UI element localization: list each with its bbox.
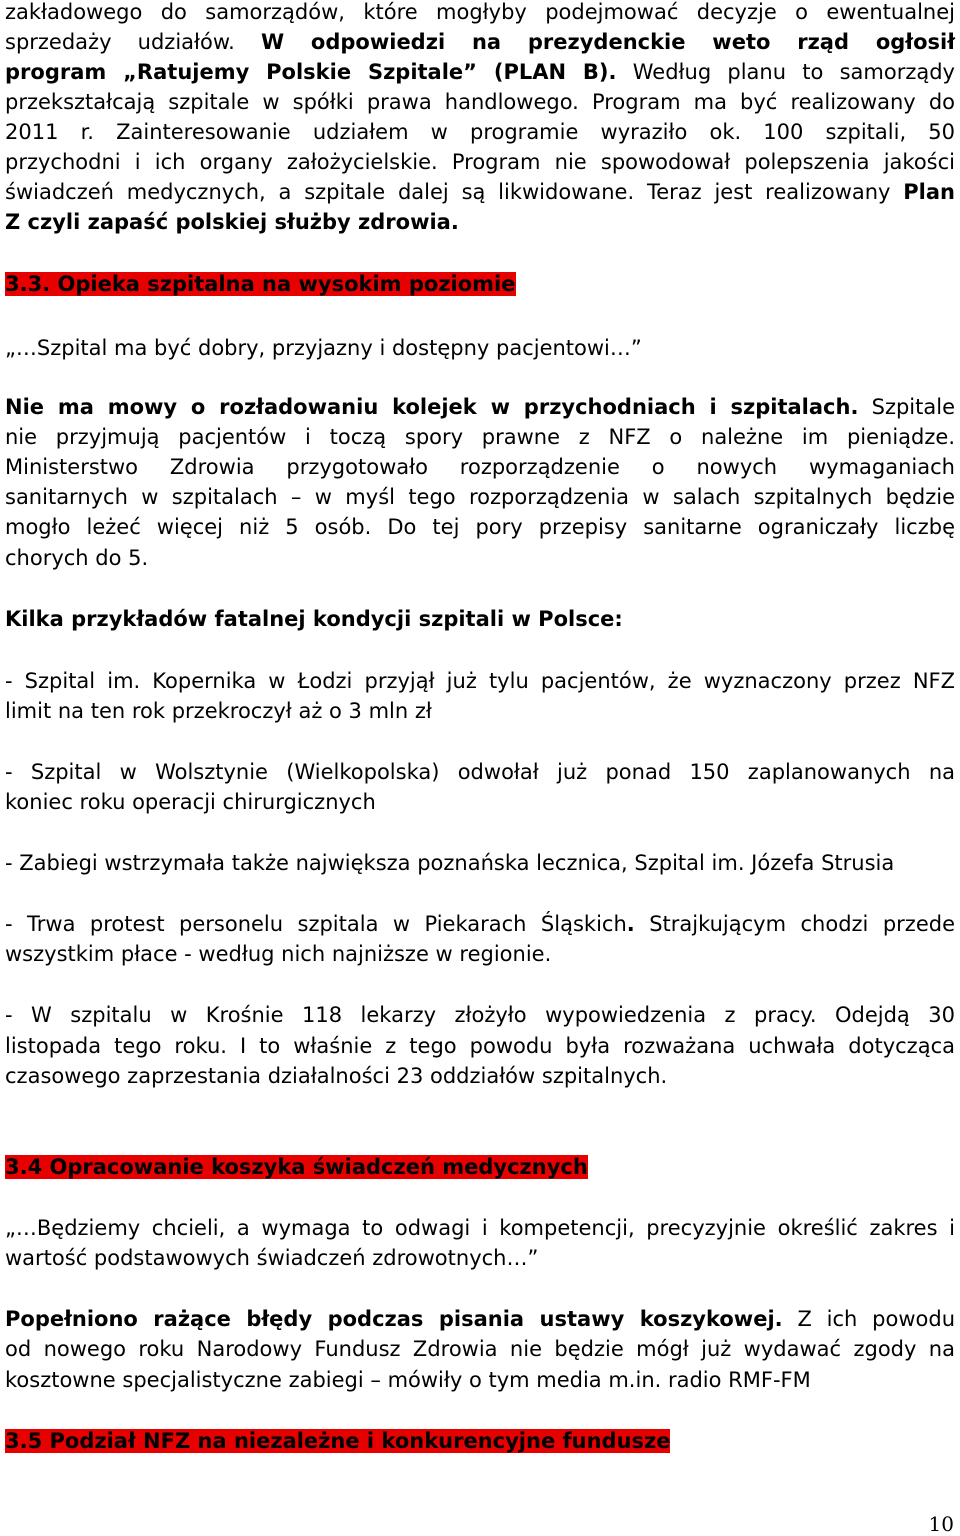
highlighted-heading: 3.3. Opieka szpitalna na wysokim poziomie — [5, 272, 516, 296]
text-run: przekształcają szpitale w spółki prawa handlowego. Program ma być realizowany do — [5, 90, 955, 114]
text-run: - Szpital im. Kopernika w Łodzi przyjął już tylu pacjentów, że wyznaczony przez NFZ — [5, 669, 955, 693]
quote — [5, 1213, 955, 1243]
list-item — [5, 666, 955, 696]
paragraph-line — [5, 177, 955, 207]
text-run: wszystkim płace - według nich najniższe w regionie. — [5, 942, 552, 966]
text-run: sanitarnych w szpitalach – w myśl tego rozporządzenia w salach szpitalnych będzie — [5, 485, 955, 509]
text-run: chorych do 5. — [5, 546, 149, 570]
list-item-cont — [5, 939, 551, 969]
highlighted-heading: 3.5 Podział NFZ na niezależne i konkurencyjne fundusze — [5, 1429, 671, 1453]
text-run: sprzedaży udziałów. — [5, 30, 261, 54]
paragraph-line — [5, 27, 955, 57]
text-run: koniec roku operacji chirurgicznych — [5, 790, 376, 814]
quote-text: „…Będziemy chcieli, a wymaga to odwagi i kompetencji, precyzyjnie określić zakres i — [5, 1216, 955, 1240]
text-run: - W szpitalu w Krośnie 118 lekarzy złożyło wypowiedzenia z pracy. Odejdą 30 — [5, 1003, 955, 1027]
text-run: świadczeń medycznych, a szpitale dalej są likwidowane. Teraz jest realizowany — [5, 180, 904, 204]
text-run: limit na ten rok przekroczył aż o 3 mln zł — [5, 699, 432, 723]
text-run: mogło leżeć więcej niż 5 osób. Do tej pory przepisy sanitarne ograniczały liczbę — [5, 515, 955, 539]
section-heading-3-5 — [5, 1426, 670, 1456]
text-run: - Zabiegi wstrzymała także największa poznańska lecznica, Szpital im. Józefa Strusia — [5, 851, 895, 875]
paragraph-line — [5, 392, 955, 422]
text-run: Ministerstwo Zdrowia przygotowało rozporządzenie o nowych wymaganiach — [5, 455, 955, 479]
paragraph-line — [5, 87, 955, 117]
section-heading-3-3 — [5, 269, 516, 299]
text-run: 2011 r. Zainteresowanie udziałem w programie wyraziło ok. 100 szpitali, 50 — [5, 120, 955, 144]
list-item-cont — [5, 1031, 955, 1061]
list-item — [5, 757, 955, 787]
text-run: Według planu to samorządy — [616, 60, 955, 84]
text-run: od nowego roku Narodowy Fundusz Zdrowia nie będzie mógł już wydawać zgody na — [5, 1337, 955, 1361]
paragraph-line — [5, 1304, 955, 1334]
quote-cont — [5, 1243, 538, 1273]
paragraph-line — [5, 512, 955, 542]
paragraph-line — [5, 117, 955, 147]
list-item-cont — [5, 696, 432, 726]
text-run: nie przyjmują pacjentów i toczą spory prawne z NFZ o należne im pieniądze. — [5, 425, 955, 449]
text-run: zakładowego do samorządów, które mogłyby podejmować decyzje o ewentualnej — [5, 0, 955, 24]
paragraph-line — [5, 147, 955, 177]
text-run: Z ich powodu — [782, 1307, 956, 1331]
list-item-cont — [5, 1061, 667, 1091]
paragraph-line — [5, 452, 955, 482]
text-run: - Szpital w Wolsztynie (Wielkopolska) odwołał już ponad 150 zaplanowanych na — [5, 760, 955, 784]
text-run: kosztowne specjalistyczne zabiegi – mówiły o tym media m.in. radio RMF-FM — [5, 1368, 811, 1392]
quote-text: „…Szpital ma być dobry, przyjazny i dostępny pacjentowi…” — [5, 336, 642, 360]
paragraph-line — [5, 1365, 811, 1395]
bold-text-run: Nie ma mowy o rozładowaniu kolejek w przychodniach i szpitalach. — [5, 395, 859, 419]
paragraph-line — [5, 482, 955, 512]
list-item — [5, 909, 955, 939]
text-run: - Trwa protest personelu szpitala w Piekarach Śląskich — [5, 912, 627, 936]
bold-text-run: Popełniono rażące błędy podczas pisania ustawy koszykowej. — [5, 1307, 783, 1331]
text-run: czasowego zaprzestania działalności 23 oddziałów szpitalnych. — [5, 1064, 668, 1088]
bold-text-run: Plan — [903, 180, 955, 204]
list-item — [5, 848, 894, 878]
text-run: listopada tego roku. I to właśnie z tego powodu była rozważana uchwała dotycząca — [5, 1034, 955, 1058]
section-heading-3-4 — [5, 1152, 588, 1182]
bold-text-run: W odpowiedzi na prezydenckie weto rząd ogłosił — [260, 30, 955, 54]
list-item-cont — [5, 787, 376, 817]
paragraph-line — [5, 57, 955, 87]
examples-heading — [5, 604, 623, 634]
page-number: 10 — [928, 1512, 954, 1536]
text-run: przychodni i ich organy założycielskie. Program nie spowodował polepszenia jakości — [5, 150, 955, 174]
bold-text-run: program „Ratujemy Polskie Szpitale” (PLAN B). — [5, 60, 617, 84]
bold-text-run: . — [626, 912, 635, 936]
list-item — [5, 1000, 955, 1030]
text-run: Strajkującym chodzi przede — [634, 912, 955, 936]
paragraph-line — [5, 543, 148, 573]
quote — [5, 333, 642, 363]
paragraph-line — [5, 207, 459, 237]
quote-text: wartość podstawowych świadczeń zdrowotnych…” — [5, 1246, 539, 1270]
highlighted-heading: 3.4 Opracowanie koszyka świadczeń medycznych — [5, 1155, 588, 1179]
bold-text-run: Kilka przykładów fatalnej kondycji szpitali w Polsce: — [5, 607, 623, 631]
text-run: Szpitale — [858, 395, 955, 419]
bold-text-run: Z czyli zapaść polskiej służby zdrowia. — [5, 210, 459, 234]
paragraph-line — [5, 422, 955, 452]
paragraph-line — [5, 0, 955, 27]
paragraph-line — [5, 1334, 955, 1364]
